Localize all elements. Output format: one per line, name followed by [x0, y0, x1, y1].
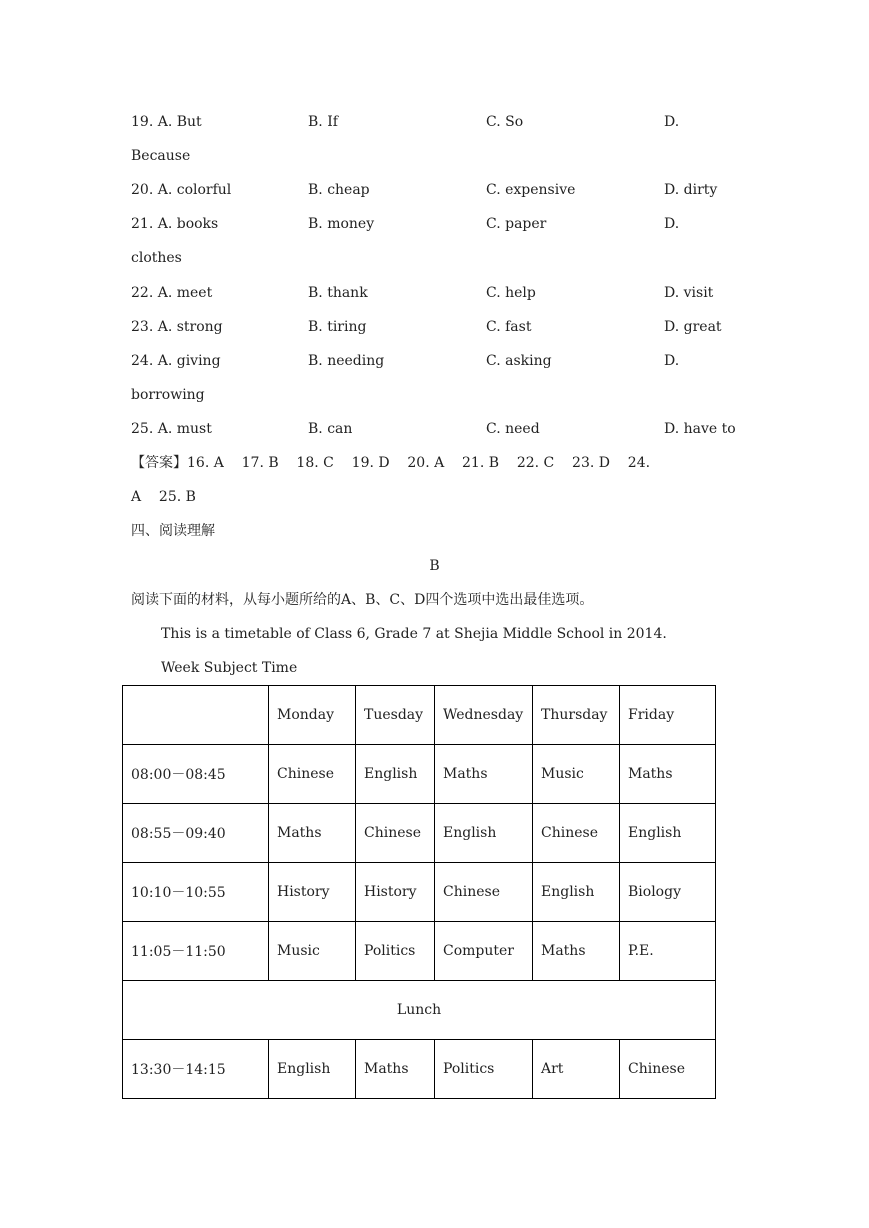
option-d: D.: [664, 216, 680, 232]
lunch-row: [123, 981, 716, 1040]
question-number: 24. A. giving: [131, 353, 221, 369]
option-d: D. have to: [664, 421, 736, 437]
timetable: [122, 685, 716, 1099]
time-cell: 11:05－11:50: [123, 922, 269, 981]
subject-cell: History: [269, 863, 356, 922]
subject-cell: Art: [533, 1040, 620, 1099]
option-d: D. visit: [664, 285, 714, 301]
option-d: D.: [664, 353, 680, 369]
option-c: C. need: [486, 421, 540, 437]
answer-line-2: A 25. B: [131, 489, 196, 505]
option-c: C. help: [486, 285, 536, 301]
question-number: 21. A. books: [131, 216, 219, 232]
subject-cell: Music: [269, 922, 356, 981]
option-d-wrap: borrowing: [131, 387, 205, 403]
passage-letter: B: [429, 558, 440, 574]
option-c: C. asking: [486, 353, 552, 369]
option-b: B. money: [308, 216, 375, 232]
option-b: B. tiring: [308, 319, 367, 335]
answer-text: 16. A 17. B 18. C 19. D 20. A 21. B 22. C 23. D 24.: [187, 455, 651, 471]
question-number: 22. A. meet: [131, 285, 213, 301]
time-cell: 08:00－08:45: [123, 745, 269, 804]
instruction: 阅读下面的材料，从每小题所给的A、B、C、D四个选项中选出最佳选项。: [131, 592, 594, 608]
question-number: 19. A. But: [131, 114, 202, 130]
table-row: [123, 863, 716, 922]
time-cell: 13:30－14:15: [123, 1040, 269, 1099]
answer-line: [131, 454, 650, 472]
subject-cell: Chinese: [435, 863, 533, 922]
intro-text: This is a timetable of Class 6, Grade 7 at Shejia Middle School in 2014.: [161, 626, 667, 642]
answer-label: 【答案】: [131, 455, 187, 471]
option-b: B. can: [308, 421, 353, 437]
time-cell: 08:55－09:40: [123, 804, 269, 863]
subject-cell: Chinese: [356, 804, 435, 863]
option-d: D. great: [664, 319, 722, 335]
option-c: C. expensive: [486, 182, 576, 198]
table-caption: Week Subject Time: [161, 660, 298, 676]
option-b: B. needing: [308, 353, 385, 369]
option-c: C. fast: [486, 319, 532, 335]
option-d-wrap: clothes: [131, 250, 182, 266]
option-d: D. dirty: [664, 182, 718, 198]
subject-cell: History: [356, 863, 435, 922]
subject-cell: Maths: [269, 804, 356, 863]
question-number: 25. A. must: [131, 421, 212, 437]
subject-cell: Politics: [356, 922, 435, 981]
option-b: B. If: [308, 114, 338, 130]
header-cell: Wednesday: [435, 686, 533, 745]
subject-cell: English: [356, 745, 435, 804]
header-cell: Monday: [269, 686, 356, 745]
time-cell: 10:10－10:55: [123, 863, 269, 922]
subject-cell: Music: [533, 745, 620, 804]
subject-cell: Maths: [533, 922, 620, 981]
section-heading: 四、阅读理解: [131, 523, 215, 539]
option-b: B. thank: [308, 285, 368, 301]
subject-cell: Computer: [435, 922, 533, 981]
option-d: D.: [664, 114, 680, 130]
table-row: [123, 1040, 716, 1099]
question-number: 20. A. colorful: [131, 182, 232, 198]
lunch-cell: Lunch: [123, 981, 716, 1040]
option-d-wrap: Because: [131, 148, 191, 164]
subject-cell: Chinese: [533, 804, 620, 863]
table-row: [123, 745, 716, 804]
subject-cell: P.E.: [620, 922, 716, 981]
subject-cell: Chinese: [269, 745, 356, 804]
subject-cell: Maths: [435, 745, 533, 804]
subject-cell: English: [435, 804, 533, 863]
subject-cell: Biology: [620, 863, 716, 922]
header-cell: Thursday: [533, 686, 620, 745]
subject-cell: English: [533, 863, 620, 922]
subject-cell: Maths: [620, 745, 716, 804]
subject-cell: Chinese: [620, 1040, 716, 1099]
table-row: [123, 922, 716, 981]
subject-cell: English: [269, 1040, 356, 1099]
header-cell: Friday: [620, 686, 716, 745]
subject-cell: English: [620, 804, 716, 863]
table-row: [123, 804, 716, 863]
option-c: C. So: [486, 114, 524, 130]
header-cell: Tuesday: [356, 686, 435, 745]
question-number: 23. A. strong: [131, 319, 223, 335]
option-b: B. cheap: [308, 182, 370, 198]
subject-cell: Politics: [435, 1040, 533, 1099]
option-c: C. paper: [486, 216, 547, 232]
header-cell: [123, 686, 269, 745]
table-header-row: [123, 686, 716, 745]
subject-cell: Maths: [356, 1040, 435, 1099]
